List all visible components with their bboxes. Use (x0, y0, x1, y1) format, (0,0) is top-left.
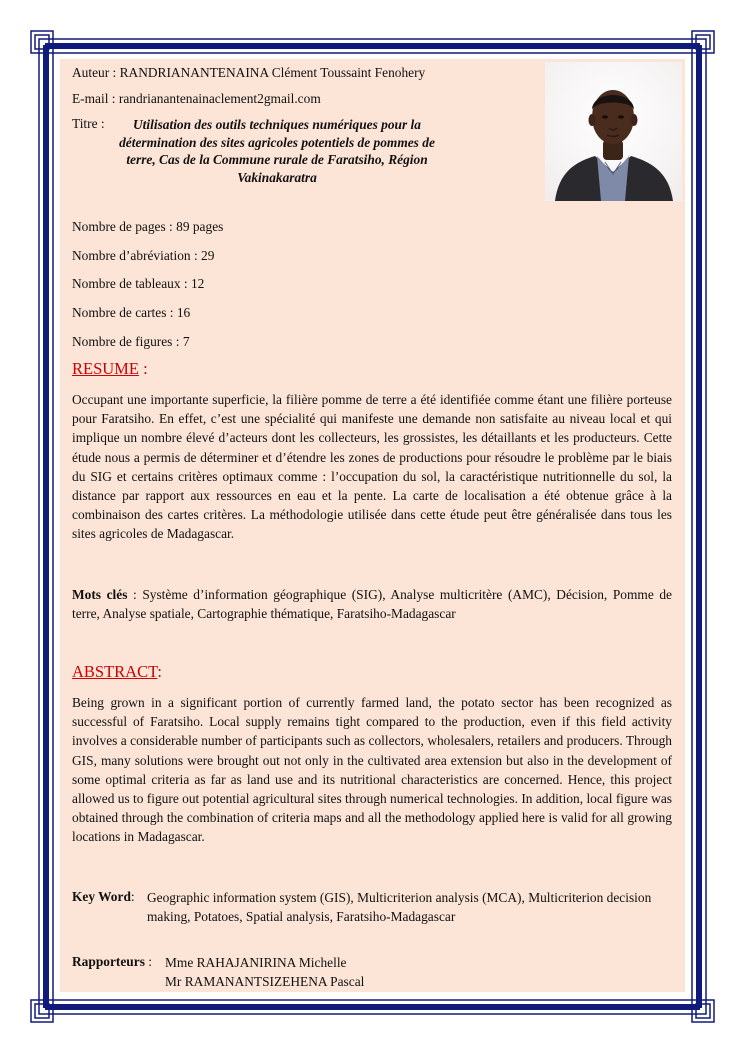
resume-heading (72, 359, 148, 379)
author-line: Auteur : RANDRIANANTENAINA Clément Toussaint Fenohery (72, 65, 426, 80)
abstract-heading (72, 662, 162, 682)
rapporteurs-label-text: Rapporteurs (72, 954, 145, 969)
rapporteur-2: Mr RAMANANTSIZEHENA Pascal (165, 973, 365, 989)
rapporteurs-list (165, 954, 364, 991)
stat-figures: Nombre de figures : 7 (72, 334, 190, 349)
author-photo (545, 62, 682, 201)
rapporteurs-label (72, 954, 152, 970)
abstract-heading-text: ABSTRACT (72, 662, 158, 681)
stat-maps: Nombre de cartes : 16 (72, 305, 191, 320)
stat-tables: Nombre de tableaux : 12 (72, 276, 205, 291)
thesis-title: Utilisation des outils techniques numériques pour la détermination des sites agricoles potentiels de pommes de terre, Cas de la Commune rurale de Faratsiho, Région Vakinakaratra (119, 117, 435, 185)
email-line: E-mail : randrianantenainaclement2gmail.com (72, 91, 321, 106)
abstract-keywords-text: Geographic information system (GIS), Multicriterion analysis (MCA), Multicriterion decision making, Potatoes, Spatial analysis, Faratsiho-Madagascar (147, 890, 652, 924)
abstract-text: Being grown in a significant portion of currently farmed land, the potato sector has been recognized as successful of Faratsiho. Local supply remains tight compared to the production, even if this field activity involves a considerable number of participants such as collectors, wholesalers, retailers and producers. Through GIS, many solutions were brought out not only in the cultivated area extension but also in the development of some optimal criteria as far as land use and its nutritional characteristics are concerned. Hence, this project allowed us to figure out potential agricultural sites through numerical technologies. In addition, local figure was obtained through the combination of criteria maps and all the methodology applied here is valid for all growing locations in Madagascar. (72, 695, 672, 845)
title-label: Titre : (72, 116, 105, 131)
abstract-keywords-sep: : (130, 889, 135, 904)
abstract-heading-suffix: : (157, 662, 162, 681)
rapporteurs-sep: : (144, 954, 152, 969)
resume-keywords-label: Mots clés (72, 587, 128, 602)
resume-heading-text: RESUME (72, 359, 139, 378)
stat-abbreviations: Nombre d’abréviation : 29 (72, 248, 215, 263)
resume-keywords (72, 585, 672, 623)
resume-keywords-text: : Système d’information géographique (SIG), Analyse multicritère (AMC), Décision, Pomme de terre, Analyse spatiale, Cartographie thématique, Faratsiho-Madagascar (72, 587, 672, 622)
resume-heading-suffix: : (138, 359, 148, 378)
resume-text: Occupant une importante superficie, la filière pomme de terre a été identifiée comme étant une filière porteuse pour Faratsiho. En effet, c’est une spécialité qui manifeste une demande non satisfaite au niveau local et qui implique un nombre élevé d’acteurs dont les collecteurs, les grossistes, les détaillants et les producteurs. Cette étude nous a permis de déterminer et d’étendre les zones de productions pour résoudre le problème par le biais du SIG et certains critères optimaux comme : l’occupation du sol, la caractéristique nutritionnelle du sol, la distance par rapport aux ressources en eau et la pente. La carte de localisation a été obtenue grâce à la combinaison des cartes critères. La méthodologie utilisée dans cette étude peut être généralisée dans tous les sites agricoles de Madagascar. (72, 392, 672, 542)
stat-pages: Nombre de pages : 89 pages (72, 219, 224, 234)
abstract-keywords-label (72, 889, 135, 905)
abstract-keywords-label-text: Key Word (72, 889, 131, 904)
rapporteur-1: Mme RAHAJANIRINA Michelle (165, 955, 347, 970)
